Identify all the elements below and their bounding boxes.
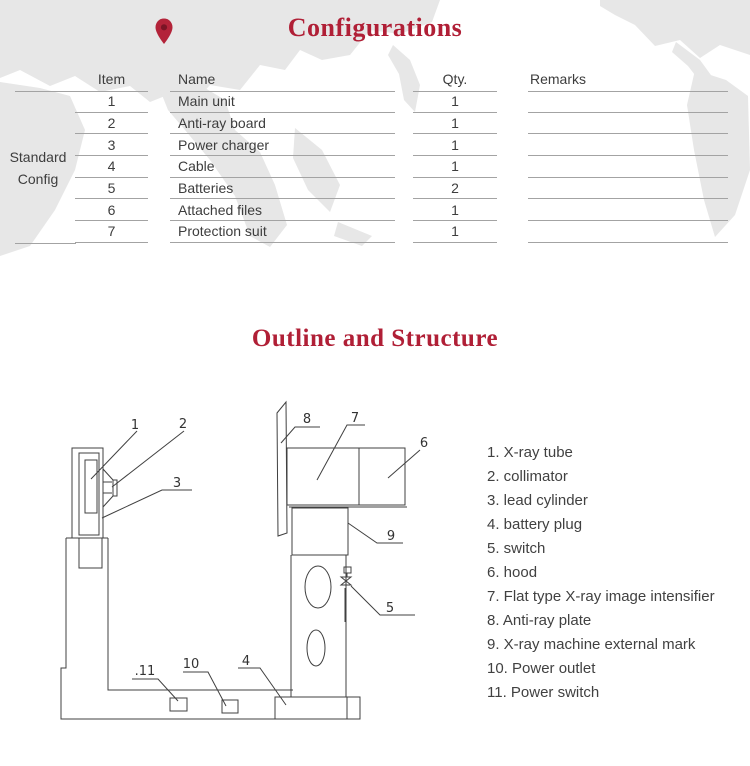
row-qty: 2 <box>413 178 497 200</box>
row-remarks <box>528 156 728 178</box>
row-qty: 1 <box>413 221 497 243</box>
row-name: Main unit <box>170 91 395 113</box>
row-name: Batteries <box>170 178 395 200</box>
parts-list-item: 9. X-ray machine external mark <box>487 636 696 653</box>
c-arm-frame-drawing <box>61 538 347 719</box>
callout-10: 10 <box>182 657 200 672</box>
config-table <box>0 70 750 250</box>
callout-11: .11 <box>134 664 156 679</box>
callout-5: 5 <box>385 601 395 616</box>
row-item: 2 <box>75 113 148 135</box>
table-row <box>0 156 750 178</box>
outline-structure-title: Outline and Structure <box>251 325 499 352</box>
config-table-header <box>0 70 750 91</box>
xray-machine-diagram <box>50 390 470 740</box>
row-remarks <box>528 199 728 221</box>
row-remarks <box>528 91 728 113</box>
row-name: Attached files <box>170 199 395 221</box>
callout-7: 7 <box>350 411 360 426</box>
row-name: Anti-ray board <box>170 113 395 135</box>
row-name: Cable <box>170 156 395 178</box>
callout-2: 2 <box>178 417 188 432</box>
header-item: Item <box>97 71 126 87</box>
configurations-title: Configurations <box>287 13 463 42</box>
table-row <box>0 199 750 221</box>
row-qty: 1 <box>413 91 497 113</box>
header-qty: Qty. <box>442 71 468 87</box>
table-row <box>0 221 750 243</box>
parts-list-item: 6. hood <box>487 564 538 581</box>
callout-9: 9 <box>386 529 396 544</box>
table-row <box>0 134 750 156</box>
config-table-rows <box>0 91 750 243</box>
row-item: 5 <box>75 178 148 200</box>
table-row <box>0 113 750 135</box>
parts-list <box>487 441 715 705</box>
parts-list-item: 8. Anti-ray plate <box>487 612 592 629</box>
row-name: Protection suit <box>170 221 395 243</box>
table-row <box>0 91 750 113</box>
parts-list-item: 10. Power outlet <box>487 660 596 677</box>
anti-ray-plate-drawing <box>277 402 287 536</box>
header-name: Name <box>178 71 216 87</box>
row-item: 7 <box>75 221 148 243</box>
collimator-drawing <box>103 469 117 507</box>
xray-tube-drawing <box>72 448 103 538</box>
standard-config-line1: Standard <box>9 149 67 165</box>
parts-list-item: 4. battery plug <box>487 516 583 533</box>
table-row <box>0 178 750 200</box>
parts-list-item: 11. Power switch <box>487 684 600 701</box>
machine-body-drawing <box>291 508 348 697</box>
row-item: 1 <box>75 91 148 113</box>
row-remarks <box>528 178 728 200</box>
parts-list-item: 3. lead cylinder <box>487 492 588 509</box>
power-switch-box-drawing <box>170 698 187 711</box>
row-qty: 1 <box>413 199 497 221</box>
parts-list-item: 5. switch <box>487 540 546 557</box>
callout-8: 8 <box>302 412 312 427</box>
row-item: 4 <box>75 156 148 178</box>
row-name: Power charger <box>170 134 395 156</box>
row-qty: 1 <box>413 156 497 178</box>
row-item: 3 <box>75 134 148 156</box>
parts-list-item: 2. collimator <box>487 468 568 485</box>
row-remarks <box>528 221 728 243</box>
standard-config-line2: Config <box>17 171 59 187</box>
row-qty: 1 <box>413 134 497 156</box>
row-item: 6 <box>75 199 148 221</box>
callout-6: 6 <box>419 436 429 451</box>
battery-box-drawing <box>275 697 360 719</box>
row-remarks <box>528 113 728 135</box>
row-qty: 1 <box>413 113 497 135</box>
parts-list-item: 7. Flat type X-ray image intensifier <box>487 588 715 605</box>
header-remarks: Remarks <box>530 71 587 87</box>
callout-3: 3 <box>172 476 182 491</box>
parts-list-item: 1. X-ray tube <box>487 444 573 461</box>
row-remarks <box>528 134 728 156</box>
callout-1: 1 <box>130 418 140 433</box>
callout-4: 4 <box>241 654 251 669</box>
